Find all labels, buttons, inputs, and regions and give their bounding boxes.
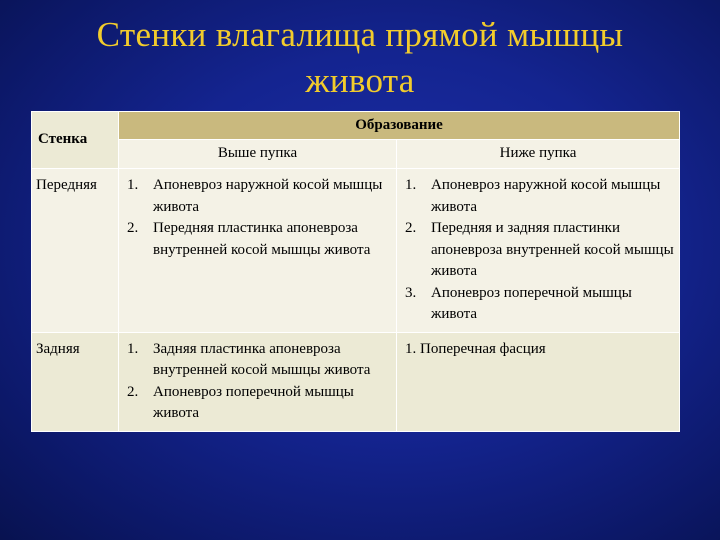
cell-anterior-above bbox=[119, 169, 397, 333]
rectus-sheath-table bbox=[31, 111, 680, 432]
cell-anterior-below bbox=[397, 169, 680, 333]
row-label-posterior: Задняя bbox=[32, 332, 119, 431]
list-item: 3. Апоневроз поперечной мышцы живота bbox=[405, 284, 632, 322]
slide-title bbox=[0, 12, 720, 104]
list-item: 1. Апоневроз наружной косой мышцы живота bbox=[405, 177, 661, 215]
header-above-navel: Выше пупка bbox=[119, 140, 397, 169]
header-wall: Стенка bbox=[32, 112, 119, 169]
table-row-posterior bbox=[32, 332, 680, 431]
table-row-anterior bbox=[32, 169, 680, 333]
list-item: 1. Апоневроз наружной косой мышцы живота bbox=[127, 177, 383, 215]
row-label-anterior: Передняя bbox=[32, 169, 119, 333]
list-item: 2. Передняя пластинка апоневроза внутренней косой мышцы живота bbox=[127, 220, 371, 258]
list-item: 2. Апоневроз поперечной мышцы живота bbox=[127, 383, 354, 421]
cell-posterior-above bbox=[119, 332, 397, 431]
cell-posterior-below: 1. Поперечная фасция bbox=[397, 332, 680, 431]
list-item: 2. Передняя и задняя пластинки апоневроза внутренней косой мышцы живота bbox=[405, 220, 674, 279]
slide-title-line-1: Стенки влагалища прямой мышцы bbox=[96, 15, 624, 54]
header-formation: Образование bbox=[119, 112, 680, 140]
list-item: 1. Задняя пластинка апоневроза внутренней косой мышцы живота bbox=[127, 340, 371, 378]
header-below-navel: Ниже пупка bbox=[397, 140, 680, 169]
slide-title-line-2: живота bbox=[305, 61, 415, 100]
